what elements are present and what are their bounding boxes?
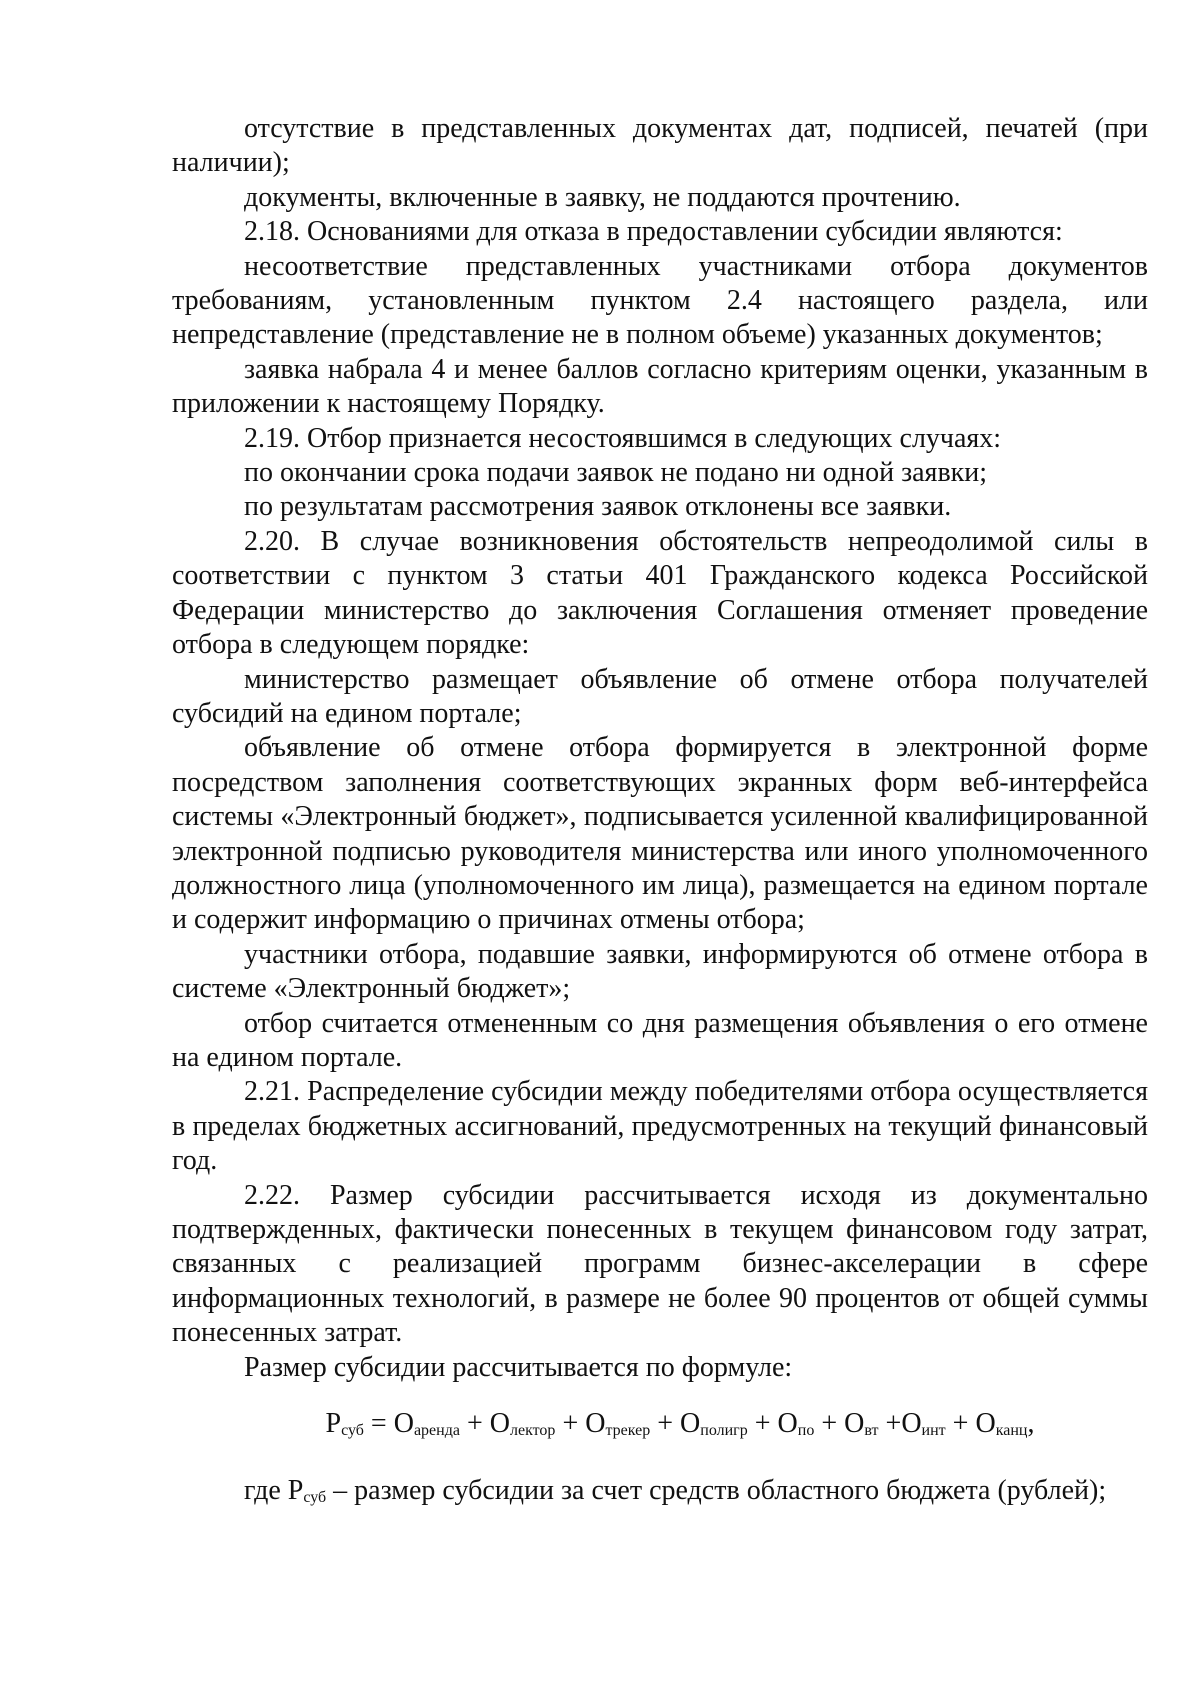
formula-term: $О_{полигр}$ + (680, 1408, 778, 1440)
formula-term: $О_{аренда}$ + (393, 1408, 490, 1440)
formula-equals: = (363, 1408, 394, 1440)
section-heading-2-19: 2.19. Отбор признается несостоявшимся в следующих случаях: (244, 422, 1002, 454)
formula-term: $О_{по}$ + (777, 1408, 845, 1440)
formula-term: $О_{вт}$ + (844, 1408, 902, 1440)
formula-term: $О_{инт}$ + (901, 1408, 976, 1440)
formula-term: $О_{трекер}$ + (585, 1408, 681, 1440)
subsidy-formula (172, 1407, 1148, 1448)
paragraph: участники отбора, подавшие заявки, информируются об отмене отбора в системе «Электронный бюджет»; (172, 938, 1148, 1005)
section-2-22: 2.22. Размер субсидии рассчитывается исходя из документально подтвержденных, фактически понесенных в текущем финансовом году затрат, связанных с реализацией программ бизнес-акселерации в сфере информационных технологий, в размере не более 90 процентов от общей суммы понесенных затрат. (172, 1179, 1148, 1349)
formula-term: $О_{канц}$, (975, 1408, 1035, 1440)
formula-definition: где $Р_{суб}$ – размер субсидии за счет средств областного бюджета (рублей); (244, 1475, 1107, 1507)
section-2-21: 2.21. Распределение субсидии между победителями отбора осуществляется в пределах бюджетных ассигнований, предусмотренных на текущий финансовый год. (172, 1076, 1148, 1177)
section-heading-2-18: 2.18. Основаниями для отказа в предоставлении субсидии являются: (244, 216, 1063, 248)
paragraph: отсутствие в представленных документах дат, подписей, печатей (при наличии); (172, 113, 1148, 179)
paragraph: по результатам рассмотрения заявок отклонены все заявки. (244, 491, 952, 523)
paragraph: объявление об отмене отбора формируется в электронной форме посредством заполнения соответствующих экранных форм веб-интерфейса системы «Электронный бюджет», подписывается усиленной квалифицированной электронной подписью руководителя министерства или иного уполномоченного должностного лица (уполномоченного им лица), размещается на едином портале и содержит информацию о причинах отмены отбора; (172, 732, 1148, 936)
paragraph: несоответствие представленных участниками отбора документов требованиям, установленным пунктом 2.4 настоящего раздела, или непредставление (представление не в полном объеме) указанных документов; (172, 250, 1148, 351)
formula-term: $О_{лектор}$ + (489, 1408, 586, 1440)
formula-lhs-subscript: суб (341, 1422, 364, 1440)
formula-intro: Размер субсидии рассчитывается по формуле: (244, 1351, 793, 1383)
section-2-20: 2.20. В случае возникновения обстоятельств непреодолимой силы в соответствии с пунктом 3 статьи 401 Гражданского кодекса Российской Федерации министерство до заключения Соглашения отменяет проведение отбора в следующем порядке: (172, 525, 1148, 661)
paragraph: отбор считается отмененным со дня размещения объявления о его отмене на едином портале. (172, 1007, 1148, 1073)
paragraph: по окончании срока подачи заявок не подано ни одной заявки; (244, 457, 988, 489)
formula-lhs: Р (325, 1408, 342, 1440)
paragraph: документы, включенные в заявку, не поддаются прочтению. (244, 181, 961, 213)
document-body (172, 112, 1148, 1516)
paragraph: заявка набрала 4 и менее баллов согласно критериям оценки, указанным в приложении к настоящему Порядку. (172, 353, 1148, 420)
paragraph: министерство размещает объявление об отмене отбора получателей субсидий на едином портале; (172, 663, 1148, 729)
